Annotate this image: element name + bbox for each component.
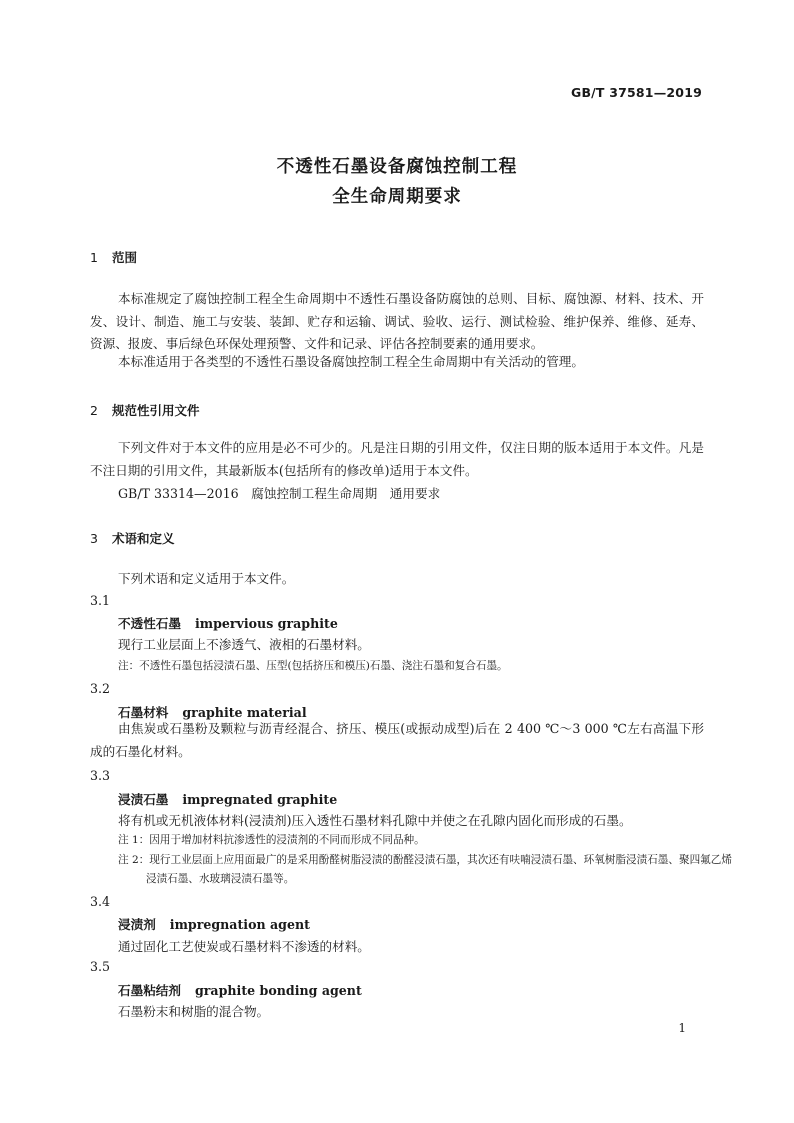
term-number: 3.1 [90, 593, 111, 608]
terms-intro: 下列术语和定义适用于本文件。 [118, 571, 295, 586]
term-number: 3.4 [90, 894, 111, 909]
term-chinese: 石墨材料 [118, 705, 169, 720]
section-number: 1 [90, 250, 98, 265]
term-definition: 石墨粉末和树脂的混合物。 [118, 1004, 270, 1019]
term-number: 3.3 [90, 768, 111, 783]
section-heading-terms [90, 529, 175, 547]
term-definition: 由焦炭或石墨粉及颗粒与沥青经混合、挤压、模压(或振动成型)后在 2 400 ℃～3 000 ℃左右高温下形成的石墨化材料。 [90, 721, 704, 759]
term-entry [118, 613, 338, 632]
section-number: 3 [90, 531, 98, 546]
term-definition: 现行工业层面上不渗透气、液相的石墨材料。 [118, 637, 370, 652]
document-title-line2: 全生命周期要求 [332, 187, 462, 207]
scope-paragraph-2: 本标准适用于各类型的不透性石墨设备腐蚀控制工程全生命周期中有关活动的管理。 [118, 354, 584, 369]
term-english: graphite material [182, 705, 307, 720]
term-chinese: 不透性石墨 [118, 616, 181, 631]
scope-paragraph-1: 本标准规定了腐蚀控制工程全生命周期中不透性石墨设备防腐蚀的总则、目标、腐蚀源、材料、技术、开发、设计、制造、施工与安装、装卸、贮存和运输、调试、验收、运行、测试检验、维护保养、维修、延寿、资源、报废、事后绿色环保处理预警、文件和记录、评估各控制要素的通用要求。 [90, 291, 704, 351]
section-heading-normative-references [90, 401, 200, 419]
section-number: 2 [90, 403, 98, 418]
section-heading-scope [90, 248, 137, 266]
term-definition: 通过固化工艺使炭或石墨材料不渗透的材料。 [118, 939, 370, 954]
page-number: 1 [678, 1021, 686, 1035]
term-definition: 将有机或无机液体材料(浸渍剂)压入透性石墨材料孔隙中并使之在孔隙内固化而形成的石墨。 [118, 813, 632, 828]
term-chinese: 浸渍石墨 [118, 792, 169, 807]
term-number: 3.5 [90, 959, 111, 974]
reference-entry: GB/T 33314—2016 腐蚀控制工程生命周期 通用要求 [118, 486, 441, 501]
term-entry [118, 980, 362, 999]
term-entry [118, 789, 337, 808]
term-chinese: 石墨粘结剂 [118, 983, 181, 998]
term-entry [118, 914, 310, 933]
section-title: 范围 [112, 250, 138, 265]
term-note: 注 2：现行工业层面上应用面最广的是采用酚醛树脂浸渍的酚醛浸渍石墨，其次还有呋喃浸渍石墨、环氧树脂浸渍石墨、聚四氟乙烯浸渍石墨、水玻璃浸渍石墨等。 [118, 854, 732, 885]
term-chinese: 浸渍剂 [118, 917, 156, 932]
term-english: impregnated graphite [182, 792, 338, 807]
term-english: impregnation agent [169, 917, 310, 932]
references-paragraph: 下列文件对于本文件的应用是必不可少的。凡是注日期的引用文件，仅注日期的版本适用于本文件。凡是不注日期的引用文件，其最新版本(包括所有的修改单)适用于本文件。 [90, 440, 704, 478]
term-english: graphite bonding agent [194, 983, 362, 998]
term-english: impervious graphite [194, 616, 338, 631]
section-title: 规范性引用文件 [112, 403, 200, 418]
term-number: 3.2 [90, 681, 111, 696]
document-title-line1: 不透性石墨设备腐蚀控制工程 [276, 157, 518, 177]
section-title: 术语和定义 [112, 531, 175, 546]
term-note: 注：不透性石墨包括浸渍石墨、压型(包括挤压和模压)石墨、浇注石墨和复合石墨。 [118, 660, 508, 672]
term-note: 注 1：因用于增加材料抗渗透性的浸渍剂的不同而形成不同品种。 [118, 834, 425, 846]
standard-code: GB/T 37581—2019 [570, 85, 702, 100]
